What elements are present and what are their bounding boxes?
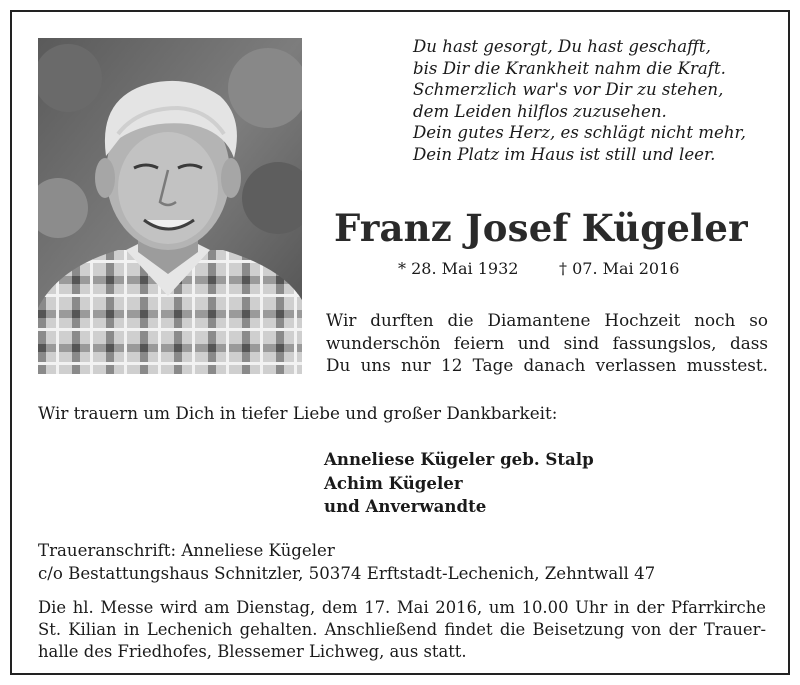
poem-line: Du hast gesorgt, Du hast geschafft, bbox=[413, 37, 711, 56]
poem-line: Schmerzlich war's vor Dir zu stehen, bbox=[413, 80, 724, 100]
mass-line: Die hl. Messe wird am Dienstag, dem 17. Mai 2016, um 10.00 Uhr in der Pfarrkirche bbox=[38, 598, 766, 617]
mourning-line: Wir trauern um Dich in tiefer Liebe und großer Dankbarkeit: bbox=[38, 403, 558, 423]
deceased-name: Franz Josef Kügeler bbox=[334, 206, 748, 250]
family-line: und Anverwandte bbox=[324, 496, 487, 516]
mourning-address bbox=[38, 540, 655, 585]
family-names bbox=[324, 448, 594, 519]
mass-line: halle des Friedhofes, Blessemer Lichweg, aus statt. bbox=[38, 642, 467, 662]
poem-line: bis Dir die Krankheit nahm die Kraft. bbox=[413, 58, 726, 78]
poem-line: Dein gutes Herz, es schlägt nicht mehr, bbox=[413, 123, 746, 143]
family-line: Achim Kügeler bbox=[324, 472, 463, 493]
memorial-poem bbox=[413, 36, 783, 166]
obituary-card bbox=[10, 10, 790, 675]
intro-line: Wir durften die Diamantene Hochzeit noch so bbox=[326, 310, 768, 330]
intro-line: Du uns nur 12 Tage danach verlassen musstest. bbox=[326, 355, 768, 376]
intro-text bbox=[326, 309, 768, 377]
mass-announcement bbox=[38, 597, 766, 664]
death-date: † 07. Mai 2016 bbox=[559, 259, 680, 278]
mass-line: St. Kilian in Lechenich gehalten. Anschließend findet die Beisetzung von der Trauer- bbox=[38, 620, 766, 640]
address-line: Traueranschrift: Anneliese Kügeler bbox=[38, 541, 335, 560]
poem-line: dem Leiden hilflos zuzusehen. bbox=[413, 101, 667, 121]
family-line: Anneliese Kügeler geb. Stalp bbox=[324, 449, 594, 469]
portrait-photo bbox=[38, 38, 302, 374]
portrait-illustration bbox=[38, 38, 302, 374]
poem-line: Dein Platz im Haus ist still und leer. bbox=[413, 144, 716, 164]
intro-line: wunderschön feiern und sind fassungslos, dass bbox=[326, 332, 768, 353]
birth-date: * 28. Mai 1932 bbox=[398, 259, 519, 278]
address-line: c/o Bestattungshaus Schnitzler, 50374 Erftstadt-Lechenich, Zehntwall 47 bbox=[38, 563, 656, 583]
